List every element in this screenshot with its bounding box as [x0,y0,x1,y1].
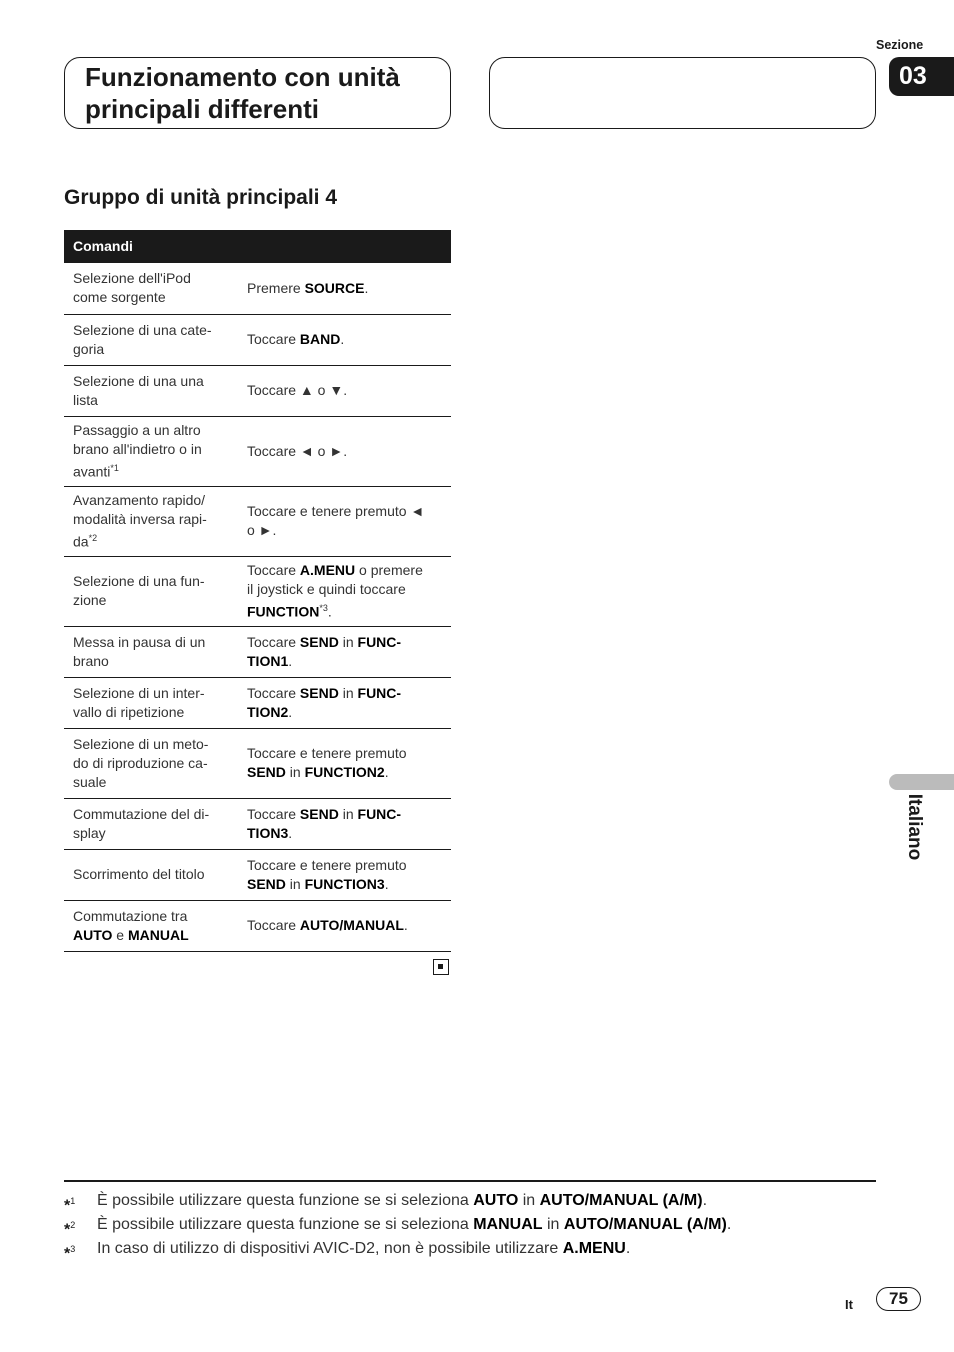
table-row [64,416,451,486]
table-row [64,486,451,556]
commands-table [64,230,451,952]
command-action: Toccare SEND in FUNC- TION1. [240,626,451,677]
footnotes [64,1189,876,1261]
command-action: Toccare BAND. [240,314,451,365]
section-label: Sezione [876,38,924,52]
command-description: Messa in pausa di un brano [64,626,240,677]
section-number-tab: 03 [889,57,954,96]
footnote [64,1213,876,1237]
command-action: Toccare SEND in FUNC- TION2. [240,677,451,728]
header-empty-box [489,57,876,129]
command-action: Toccare ◄ o ►. [240,416,451,486]
footnote-marker: *$^2$ [64,1220,76,1239]
command-action: Toccare AUTO/MANUAL. [240,900,451,951]
section-title: Gruppo di unità principali 4 [64,186,338,209]
table-row [64,849,451,900]
table-row [64,626,451,677]
table-row [64,900,451,951]
command-description: Passaggio a un altro brano all'indietro o in avanti$^{*1}$ [64,416,240,486]
command-description: Selezione di un meto- do di riproduzione ca- suale [64,728,240,798]
footnote [64,1189,876,1213]
end-of-section-icon [433,959,449,975]
command-description: Selezione di una una lista [64,365,240,416]
footnote [64,1237,876,1261]
footnote-marker: *$^1$ [64,1196,76,1215]
command-description: Selezione di un inter- vallo di ripetizione [64,677,240,728]
command-description: Commutazione tra AUTO e MANUAL [64,900,240,951]
footnote-text: È possibile utilizzare questa funzione se si seleziona AUTO in AUTO/MANUAL (A/M). [97,1192,708,1209]
language-label: Italiano [904,793,925,861]
page-number: 75 [876,1287,921,1311]
command-action: Toccare e tenere premuto SEND in FUNCTION3. [240,849,451,900]
table-row [64,677,451,728]
command-description: Avanzamento rapido/ modalità inversa rapi- $da^{*2}$ [64,486,240,556]
command-action: Toccare SEND in FUNC- TION3. [240,798,451,849]
footnote-text: È possibile utilizzare questa funzione se si seleziona MANUAL in AUTO/MANUAL (A/M). [97,1216,732,1233]
table-row [64,556,451,626]
table-row [64,728,451,798]
chapter-title [85,61,450,125]
footnote-text: In caso di utilizzo di dispositivi AVIC-D2, non è possibile utilizzare A.MENU. [97,1240,631,1257]
command-description: Selezione di una fun- zione [64,556,240,626]
command-description: Commutazione del di- splay [64,798,240,849]
chapter-title-line1: Funzionamento con unità [85,62,400,92]
command-description: Selezione dell'iPod come sorgente [64,263,240,314]
command-action: Premere SOURCE. [240,263,451,314]
table-row [64,798,451,849]
table-row [64,314,451,365]
command-action: Toccare e tenere premuto SEND in FUNCTION2. [240,728,451,798]
command-action: Toccare A.MENU o premere il joystick e quindi toccare FUNCTION$^{*3}$. [240,556,451,626]
language-code: It [845,1297,853,1312]
table-row [64,365,451,416]
command-description: Selezione di una cate- goria [64,314,240,365]
table-row [64,263,451,314]
footnote-divider [64,1180,876,1182]
commands-table-body [64,263,451,951]
command-action: Toccare e tenere premuto ◄ o ►. [240,486,451,556]
command-description: Scorrimento del titolo [64,849,240,900]
chapter-title-line2: principali differenti [85,94,320,124]
table-header: Comandi [64,230,451,263]
chapter-title-box [64,57,451,129]
command-action: Toccare ▲ o ▼. [240,365,451,416]
footnote-marker: *$^3$ [64,1244,76,1263]
